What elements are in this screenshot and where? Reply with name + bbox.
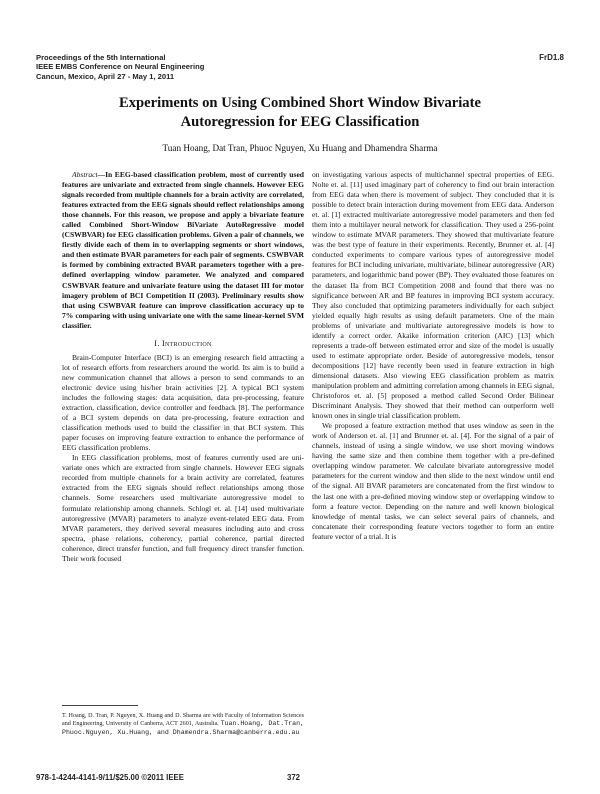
- footnote-rule: [62, 705, 138, 706]
- right-column: [312, 170, 554, 542]
- section-heading-introduction: [62, 339, 304, 349]
- abstract-text: In EEG-based classification problem, most of currently used features are univariate and extracted from single channels. However EEG signals recorded from multiple channels for a brain activity are correlated, features extracted from the EEG signals should reflect relationships among those channels. For this reason, we propose and apply a bivariate feature called Combined Short-Window BiVariate AutoRegressive model (CSWBVAR) for EEG classification problems. Given a pair of channels, we firstly divide each of them in to overlapping segments or short windows, and then estimate BVAR parameters for each pair of segments. CSWBVAR is formed by combining extracted BVAR parameters together with a pre-defined overlapping window parameter. We analyzed and compared CSWBVAR feature and univariate feature using the dataset III for motor imagery problem of BCI Competition II (2003). Preliminary results show that using CSWBVAR feature can improve classification accuracy up to 7% comparing with using univariate one with the same linear-kernel SVM classifier.: [62, 170, 304, 330]
- conference-line-1: Proceedings of the 5th International: [36, 53, 166, 62]
- section-numeral: I.: [154, 338, 160, 348]
- session-code: FrD1.8: [539, 53, 564, 62]
- right-paragraph-1: on investigating various aspects of multichannel spectral properties of EEG. Nolte et. al. [11] used imaginary part of coherency to find out brain interaction from EEG data when there is movement of subject. They concluded that it is possible to detect brain interaction during movement from EEG data. Anderson et. al. [1] extracted multivariate autoregressive model parameters and then fed them into a multilayer neural network for classification. They used a 256-point window to estimate MVAR parameters. They showed that multivariate feature was the best type of feature in their experiments. Recently, Brunner et. al. [4] conducted experiments to compare various types of autoregressive model features for BCI including univariate, multivariate, bilinear autoregressive (AR) parameters, and logarithmic band power (BP). They evaluated those features on the dataset IIa from BCI Competition 2008 and found that there was no significance between AR and BP features in improving BCI system accuracy. They also concluded that optimizing parameters individually for each subject yielded equally high results as using default parameters. One of the main problems of univariate and multivariate autoregressive models is how to identify a correct order. Akaike information criterion (AIC) [13] which represents a trade-off between estimated error and size of the model is usually used to estimate appropriate order. Beside of autoregressive models, tensor decompositions [12] have recently been used in feature extraction in high dimensional datasets. Also viewing EEG classification problem as matrix manipulation problem and admitting correlation among channels in EEG signal, Christoforos et. al. [5] proposed a method called Second Order Bilinear Discriminant Analysis. They showed that their method can outperform well known ones in single trial classification problem.: [312, 170, 554, 421]
- conference-line-3: Cancun, Mexico, April 27 - May 1, 2011: [36, 71, 175, 81]
- intro-paragraph-2: In EEG classification problems, most of features currently used are uni-variate ones which are extracted from single channels. However EEG signals recorded from multiple channels for a brain activity are correlated, features extracted from the EEG signals should reflect relationships among those channels. Some researchers used multivariate autoregressive model to formulate relationship among channels. Schlogl et. al. [14] used multivariate autoregressive (MVAR) parameters to analyze event-related EEG data. From MVAR parameters, they derived several measures including auto and cross spectra, phase relations, coherency, partial coherence, partial directed coherence, direct transfer function, and full frequency direct transfer function. Their work focused: [62, 453, 304, 563]
- paper-title: [60, 94, 540, 131]
- section-title: Introduction: [162, 338, 212, 348]
- title-line-2: Autoregression for EEG Classification: [180, 113, 420, 130]
- intro-paragraph-1: Brain-Computer Interface (BCI) is an emerging research field attracting a lot of research efforts from researchers around the world. Its aim is to build a new communication channel that allows a person to send commands to an electronic device using his/her brain activities [2]. A typical BCI system includes the following stages: data acquisition, data pre-processing, feature extraction, classification, device controller and feedback [8]. The performance of a BCI system depends on data pre-processing, feature extraction and classification methods used to build the classifier in that BCI system. This paper focuses on improving feature extraction to enhance the performance of EEG classification problems.: [62, 352, 304, 453]
- footnote-emails: Tuan.Hoang, Dat.Tran, Phuoc.Nguyen, Xu.Huang, and Dhamendra.Sharma@canberra.edu.au: [62, 720, 304, 736]
- footnote-affiliation: T. Hoang, D. Tran, P. Nguyen, X. Huang and D. Sharma are with Faculty of Information Sciences and Engineering, University of Canberra, ACT 2601, Australia.: [62, 713, 304, 728]
- abstract-label: Abstract: [72, 170, 98, 179]
- page-number: 372: [287, 773, 301, 782]
- conference-line-2: IEEE EMBS Conference on Neural Engineering: [36, 62, 205, 72]
- abstract-dash: —: [97, 170, 106, 179]
- conference-header: [36, 53, 204, 81]
- left-column: [62, 170, 304, 564]
- title-line-1: Experiments on Using Combined Short Window Bivariate: [119, 95, 481, 111]
- author-footnote: [62, 712, 304, 737]
- isbn-copyright: 978-1-4244-4141-9/11/$25.00 ©2011 IEEE: [36, 773, 184, 782]
- author-list: Tuan Hoang, Dat Tran, Phuoc Nguyen, Xu Huang and Dhamendra Sharma: [162, 143, 438, 153]
- right-paragraph-2: We proposed a feature extraction method that uses window as seen in the work of Anderson et. al. [1] and Brunner et. al. [4]. For the signal of a pair of channels, instead of using a single window, we use short moving windows having the same size and then combine them together with a pre-defined overlapping window parameter. We calculate bivariate autoregressive model parameters for the current window and then slide to the next window until end of the signal. All BVAR parameters are concatenated from the first window to the last one with a pre-defined moving window step or overlapping window to form a feature vector. Depending on the nature and well known biological knowledge of mental tasks, we can select several pairs of channels, and concatenate their corresponding feature vectors together to form an entire feature vector of a trial. It is: [312, 421, 554, 541]
- abstract: [62, 170, 304, 331]
